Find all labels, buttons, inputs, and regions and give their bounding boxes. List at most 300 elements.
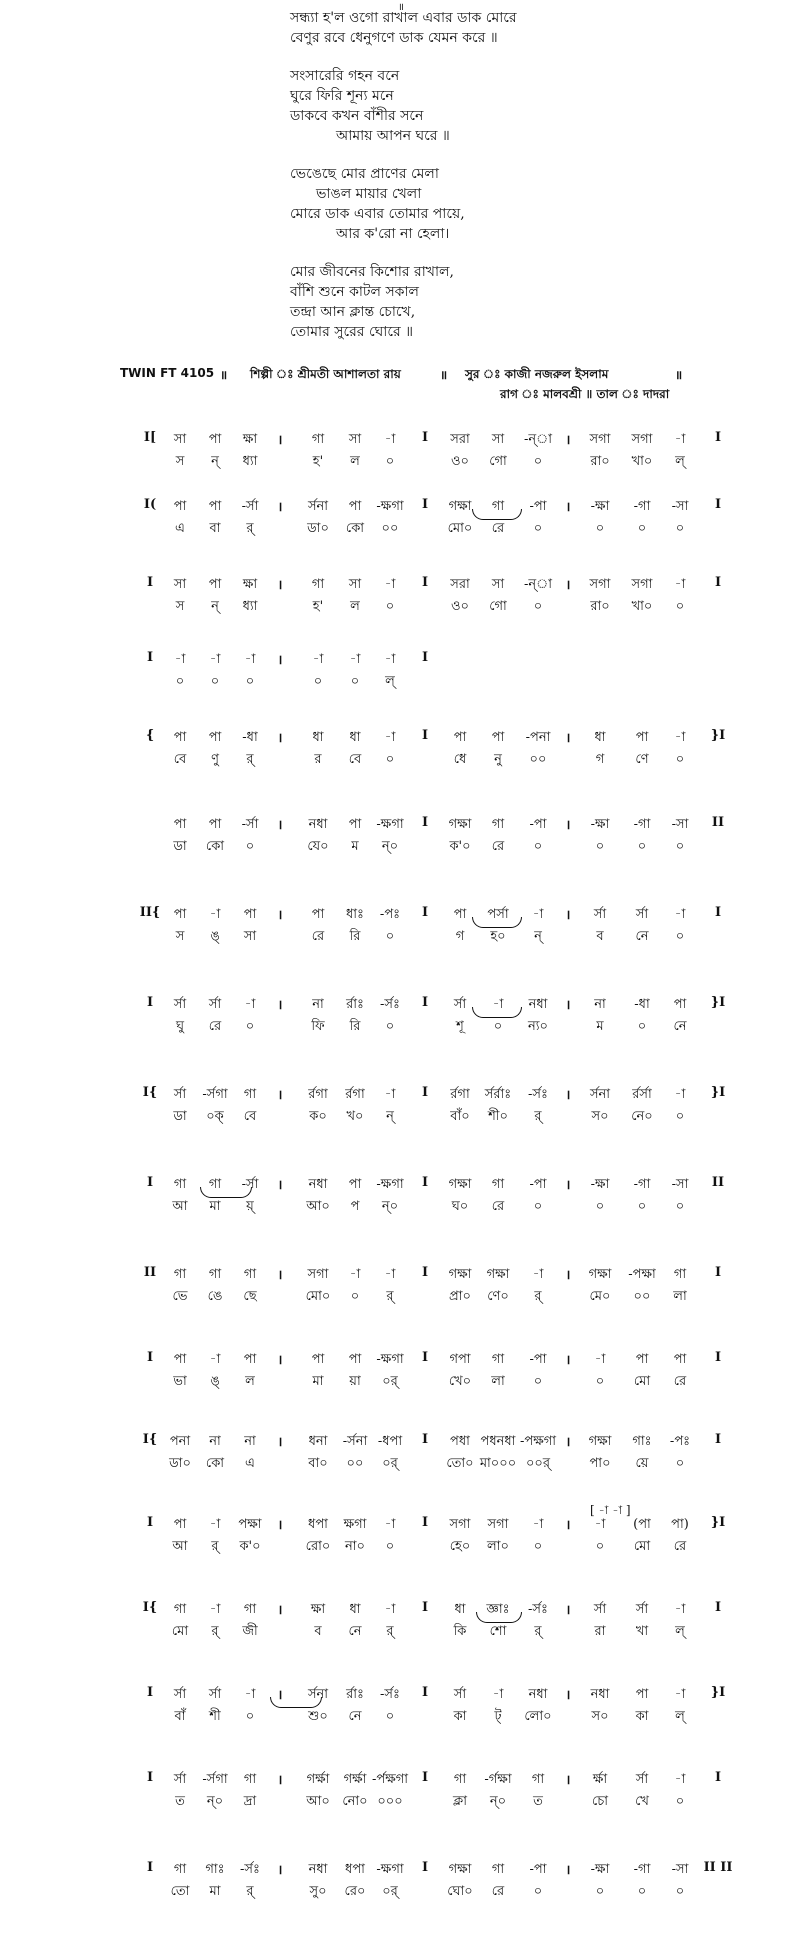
bar-line: । [277,908,283,923]
lyric-syllable: বা [209,521,221,536]
bar-line: । [277,1268,283,1283]
notation-row [0,1085,800,1129]
lyric-syllable: ০ [675,752,685,767]
separator: ॥ [675,368,683,382]
lyric-syllable: শী০ [488,1109,508,1124]
lyric-syllable: ০র্ [382,1374,398,1389]
swara-note: -ধপা [377,1434,403,1449]
lyric-syllable-line [0,1537,800,1557]
lyric-syllable: ০ [675,599,685,614]
bar-line: । [277,1353,283,1368]
lyric-syllable-line [0,1287,800,1307]
lyric-syllable: ০ [533,1374,543,1389]
bar-line: । [277,578,283,593]
lyric-syllable: ০০ [346,1456,364,1471]
lyric-syllable: মো০ [305,1289,331,1304]
lyric-line: বাঁশি শুনে কাটল সকাল [290,284,419,300]
swara-note: -া [384,1087,396,1102]
swara-note: পা [173,907,187,922]
lyric-syllable: য়ে [635,1456,649,1471]
lyric-syllable: বে [348,752,362,767]
lyric-syllable-line [0,1707,800,1727]
bar-line: । [565,500,571,515]
bar-line: II [711,815,725,830]
lyric-syllable: নো০ [342,1794,368,1809]
lyric-syllable: রে [491,1884,505,1899]
swara-note: নধা [528,997,548,1012]
lyric-syllable: ক্লা [453,1794,467,1809]
swara-note: -া [244,1687,256,1702]
swara-note: -া [492,1687,504,1702]
lyric-syllable: লো০ [524,1709,552,1724]
swara-note: পক্ষা [238,1517,262,1532]
swara-note: সা [491,432,505,447]
swara-note: -া [349,652,361,667]
swara-note: র্সা [173,1772,187,1787]
record-number: TWIN FT 4105 [120,366,215,380]
lyric-line: সন্ধ্যা হ'ল ওগো রাখাল এবার ডাক মোরে [290,10,517,26]
lyric-syllable: মা [209,1884,221,1899]
lyric-syllable: ডা০ [169,1456,191,1471]
swara-note: -া [209,652,221,667]
swara-note: নধা [590,1687,610,1702]
lyric-syllable: ব [596,929,604,944]
swara-note: গা [311,432,325,447]
swara-note: -া [594,1352,606,1367]
lyric-syllable: নে০ [631,1109,653,1124]
lyric-syllable: ০ [675,929,685,944]
swara-note: -ক্ষগা [376,1862,404,1877]
slur-mark [472,917,522,928]
swara-note: নধা [308,1862,328,1877]
swara-note: পা [673,1352,687,1367]
swara-note: -র্সনা [342,1434,368,1449]
lyric-syllable: মা [209,1199,221,1214]
lyric-syllable: স০ [591,1109,609,1124]
swara-note: -সা [671,1862,689,1877]
lyric-syllable-line [0,1622,800,1642]
notation-row [0,430,800,474]
lyric-syllable: র্ [534,1289,542,1304]
lyric-syllable: র্ [386,1624,394,1639]
lyric-syllable: ০ [675,839,685,854]
bar-line: । [565,998,571,1013]
swara-note: র্সা [453,997,467,1012]
lyric-syllable: বে [243,1109,257,1124]
bar-line: I [146,1860,154,1875]
lyric-stanza-4 [290,262,710,342]
lyric-syllable: শো [489,1624,507,1639]
swara-note: র্সা [173,1687,187,1702]
swara-note: -া [674,1087,686,1102]
bar-line: । [277,433,283,448]
lyric-syllable-line [0,1107,800,1127]
lyric-syllable: ব [314,1624,322,1639]
swara-note: -ক্ষগা [376,817,404,832]
bar-line: I [146,1770,154,1785]
bar-line: I [146,995,154,1010]
swara-note: র্রর্সা [632,1087,652,1102]
swara-note: -পক্ষা [628,1267,656,1282]
bar-line: । [565,818,571,833]
swara-note: -র্সগা [202,1087,228,1102]
swara-note: -র্সগা [202,1772,228,1787]
swara-note: সগা [631,432,653,447]
lyric-line: ভাঙল মায়ার খেলা [316,186,422,202]
swara-note: ধা [349,730,361,745]
lyric-syllable: ০ [675,1456,685,1471]
bar-line: I [421,650,429,665]
bar-line: { [145,728,155,743]
swara-note: ধা [594,730,606,745]
swara-note: পনা [169,1434,191,1449]
bar-line: I{ [142,1432,158,1447]
lyric-syllable: ০ [595,1199,605,1214]
lyric-syllable: রি [349,1019,361,1034]
bar-line: । [277,500,283,515]
bar-line: । [565,1178,571,1193]
swara-note: পা [208,577,222,592]
lyric-syllable: রি [349,929,361,944]
lyric-syllable: নে [348,1624,362,1639]
lyric-syllable: কো [205,1456,225,1471]
bar-line: । [565,1603,571,1618]
swara-note: র্সা [208,997,222,1012]
swara-note: -ধা [242,730,258,745]
swara-note: গক্ষা [588,1267,612,1282]
lyric-syllable: ন্ [534,929,542,944]
swara-note: গক্ষা [448,1267,472,1282]
bar-line: । [277,1088,283,1103]
lyric-syllable: ০ [675,1109,685,1124]
lyric-syllable: রে০ [344,1884,366,1899]
swara-note: না [312,997,324,1012]
lyric-syllable: ০ [533,839,543,854]
separator: ॥ [440,368,448,382]
lyric-syllable: প্রা০ [449,1289,471,1304]
lyric-syllable: ধ্যা [242,599,258,614]
swara-note: -ক্ষগা [376,499,404,514]
swara-note: ধা [349,1602,361,1617]
lyric-syllable: র্ [246,521,254,536]
swara-note: গক্ষা [448,1862,472,1877]
bar-line: I[ [143,430,157,445]
lyric-syllable: কি [453,1624,467,1639]
lyric-syllable: রো০ [305,1539,331,1554]
swara-note: পা [208,432,222,447]
bar-line: I [421,1265,429,1280]
swara-note: র্সা [635,907,649,922]
lyric-syllable: ও০ [450,599,470,614]
swara-note: গক্ষা [588,1434,612,1449]
bar-line: II II [703,1860,733,1875]
bar-line: II{ [139,905,161,920]
lyric-syllable: র্ [246,752,254,767]
swara-line [0,1600,800,1620]
notation-row [0,1685,800,1729]
swara-note: গাঃ [205,1862,225,1877]
lyric-syllable-line [0,597,800,617]
swara-note: ক্ষা [242,577,258,592]
swara-note: -র্সঃ [380,997,400,1012]
swara-note: ধা [454,1602,466,1617]
lyric-syllable: ০র্ [382,1456,398,1471]
lyric-syllable: এ [245,1456,255,1471]
lyric-syllable: ০ [637,839,647,854]
swara-note: গা [491,1177,505,1192]
bar-line: I [714,430,722,445]
swara-note: সা [173,577,187,592]
swara-note: -া [174,652,186,667]
swara-note: -পনা [525,730,551,745]
lyric-syllable: ঙ্ [210,1374,220,1389]
lyric-syllable-line [0,927,800,947]
lyric-syllable: ০ [493,1019,503,1034]
lyric-syllable: ০০ [381,521,399,536]
bar-line: I [421,1600,429,1615]
swara-note: গক্ষা [448,499,472,514]
lyric-syllable: ঘ০ [451,1199,469,1214]
swara-note: সা [348,432,362,447]
swara-note: সরা [450,577,470,592]
lyric-syllable: না০ [345,1539,365,1554]
bar-line: I [421,1350,429,1365]
lyric-syllable-line [0,672,800,692]
swara-note: নধা [308,1177,328,1192]
slur-mark [472,509,522,520]
lyric-syllable: ল্ [385,674,395,689]
lyric-syllable: স [175,599,185,614]
lyric-syllable: ল [350,454,360,469]
lyric-syllable: ০ [533,1199,543,1214]
lyric-syllable: হ' [312,454,324,469]
swara-note: পা [208,499,222,514]
lyric-syllable: র্ [534,1109,542,1124]
lyric-syllable: ০ [385,1709,395,1724]
lyric-syllable: বাঁ [174,1709,186,1724]
lyric-syllable: যে০ [307,839,329,854]
swara-note: -ক্ষা [590,817,610,832]
swara-line [0,1085,800,1105]
lyric-syllable: ০ [385,1019,395,1034]
swara-note: গক্ষা [448,817,472,832]
lyric-syllable: ন্য০ [528,1019,548,1034]
lyric-syllable: রে [673,1539,687,1554]
lyric-syllable-line [0,1882,800,1902]
swara-note: -া [674,577,686,592]
slur-mark [200,1187,252,1198]
lyric-syllable: ভা [173,1374,187,1389]
swara-note: -ন্া [523,577,553,592]
swara-note: সগা [589,577,611,592]
lyric-syllable: ০ [245,1709,255,1724]
swara-note: র্সা [173,1087,187,1102]
lyric-syllable: লা [673,1289,687,1304]
bar-line: I [421,1432,429,1447]
swara-note: সা [173,432,187,447]
swara-note: গা [311,577,325,592]
lyric-syllable: রে [491,1199,505,1214]
lyric-syllable: র [314,752,322,767]
lyric-syllable: ডা [173,1109,187,1124]
swara-note: সরা [450,432,470,447]
notation-row [0,1515,800,1559]
lyric-syllable: ০ [533,454,543,469]
swara-note: -পঃ [379,907,401,922]
lyric-syllable: ০ [385,752,395,767]
swara-note: -া [209,1352,221,1367]
swara-note: -া [532,907,544,922]
lyric-syllable: কো [205,839,225,854]
lyric-syllable: ত [175,1794,185,1809]
bar-line: । [565,1773,571,1788]
swara-note: পা [243,907,257,922]
lyric-syllable: মে০ [589,1289,611,1304]
bar-line: । [565,1863,571,1878]
swara-note: সগা [307,1267,329,1282]
swara-note: র্সর্রাঃ [484,1087,512,1102]
lyric-syllable: রা০ [590,599,610,614]
lyric-syllable: ০ [313,674,323,689]
lyric-syllable: কা [635,1709,649,1724]
lyric-syllable: প [350,1199,360,1214]
bar-line: । [277,1518,283,1533]
top-mark: ॥ [398,2,404,13]
lyric-line: সংসারেরি গহন বনে [290,68,400,84]
lyric-syllable: ঘু [175,1019,185,1034]
lyric-syllable: য়্ [246,1199,254,1214]
bar-line: । [565,1268,571,1283]
swara-note: -া [244,652,256,667]
bar-line: । [277,1863,283,1878]
notation-row [0,728,800,772]
bar-line: II [143,1265,157,1280]
lyric-syllable: ধে [453,752,467,767]
swara-note: -া [532,1267,544,1282]
lyric-syllable: ন্০ [381,839,399,854]
lyric-syllable: রে [208,1019,222,1034]
swara-note: ধপা [308,1517,328,1532]
swara-note: -র্গক্ষা [484,1772,512,1787]
bar-line: I( [143,497,157,512]
swara-note: গা [673,1267,687,1282]
swara-note: র্সা [208,1687,222,1702]
lyric-syllable-line [0,1792,800,1812]
swara-note: সা [491,577,505,592]
lyric-syllable: ০ [533,599,543,614]
bar-line: I [421,1085,429,1100]
swara-note: পা [173,1517,187,1532]
swara-note: গা [208,1177,222,1192]
swara-note: গর্ক্ষা [306,1772,330,1787]
lyric-syllable: মো০ [447,521,473,536]
composer-credit: সুর ঃ কাজী নজরুল ইসলাম [465,367,609,381]
lyric-syllable: লা০ [487,1539,509,1554]
swara-note: র্সনা [307,499,329,514]
lyric-syllable: হে০ [449,1539,471,1554]
lyric-syllable-line [0,519,800,539]
artist-credit: শিল্পী ঃ শ্রীমতী আশালতা রায় [250,367,401,381]
notation-row [0,905,800,949]
swara-note: -সা [671,1177,689,1192]
swara-note: -ন্া [523,432,553,447]
lyric-syllable: চো [591,1794,609,1809]
lyric-syllable: ০ [533,1884,543,1899]
swara-note: -া [674,432,686,447]
swara-note: -া [674,730,686,745]
lyric-syllable: ০ [533,1539,543,1554]
swara-line [0,905,800,925]
swara-note: -র্পক্ষগা [371,1772,409,1787]
lyric-syllable: কা [453,1709,467,1724]
bar-line: I [421,1175,429,1190]
swara-note: -র্সঃ [380,1687,400,1702]
bar-line: I [421,575,429,590]
bar-line: । [565,1435,571,1450]
lyric-line: তন্দ্রা আন ক্লান্ত চোখে, [290,304,416,320]
lyric-syllable: বা০ [308,1456,328,1471]
swara-note: -পঃ [669,1434,691,1449]
swara-note: -র্সঃ [240,1862,260,1877]
lyric-syllable: শী [209,1709,221,1724]
swara-line [0,650,800,670]
swara-note: গা [243,1602,257,1617]
notation-row [0,497,800,541]
swara-note: পা [243,1352,257,1367]
swara-note: -া [594,1517,606,1532]
lyric-syllable: মা০০০ [479,1456,517,1471]
swara-note: গক্ষা [448,1177,472,1192]
swara-note: পা) [671,1517,689,1532]
lyric-syllable: আ [172,1539,188,1554]
swara-note: গক্ষা [486,1267,510,1282]
bar-line: I [421,905,429,920]
lyric-syllable-line [0,1454,800,1474]
swara-line [0,1265,800,1285]
swara-note: -া [312,652,324,667]
lyric-syllable: নে [635,929,649,944]
swara-note: -গা [633,817,651,832]
lyric-syllable-line [0,1372,800,1392]
swara-note: জ্ঞাঃ [486,1602,510,1617]
lyric-syllable: ০ [385,599,395,614]
lyric-syllable: দ্রা [243,1794,257,1809]
swara-note: -গা [633,1177,651,1192]
swara-note: পা [348,1352,362,1367]
lyric-syllable: পা০ [589,1456,611,1471]
swara-note: গা [491,1352,505,1367]
lyric-syllable: খা০ [631,599,653,614]
bar-line: I{ [142,1600,158,1615]
lyric-syllable: ন্ [211,599,219,614]
lyric-syllable: ০ [595,1884,605,1899]
lyric-syllable: ০ [245,839,255,854]
lyric-syllable: ০ [175,674,185,689]
lyric-syllable: ল [245,1374,255,1389]
lyric-syllable: ঙে [207,1289,223,1304]
swara-note: (পা [633,1517,651,1532]
lyric-syllable: ন্০ [206,1794,224,1809]
swara-note: -পা [529,817,547,832]
lyric-line: ভেঙেছে মোর প্রাণের মেলা [290,166,439,182]
lyric-syllable-line [0,837,800,857]
lyric-syllable: মো [633,1374,651,1389]
bar-line: I [421,1860,429,1875]
lyric-syllable: ০ [595,839,605,854]
lyric-syllable: ০ [675,1199,685,1214]
lyric-syllable: ভে [172,1289,188,1304]
lyric-syllable: মো [633,1539,651,1554]
